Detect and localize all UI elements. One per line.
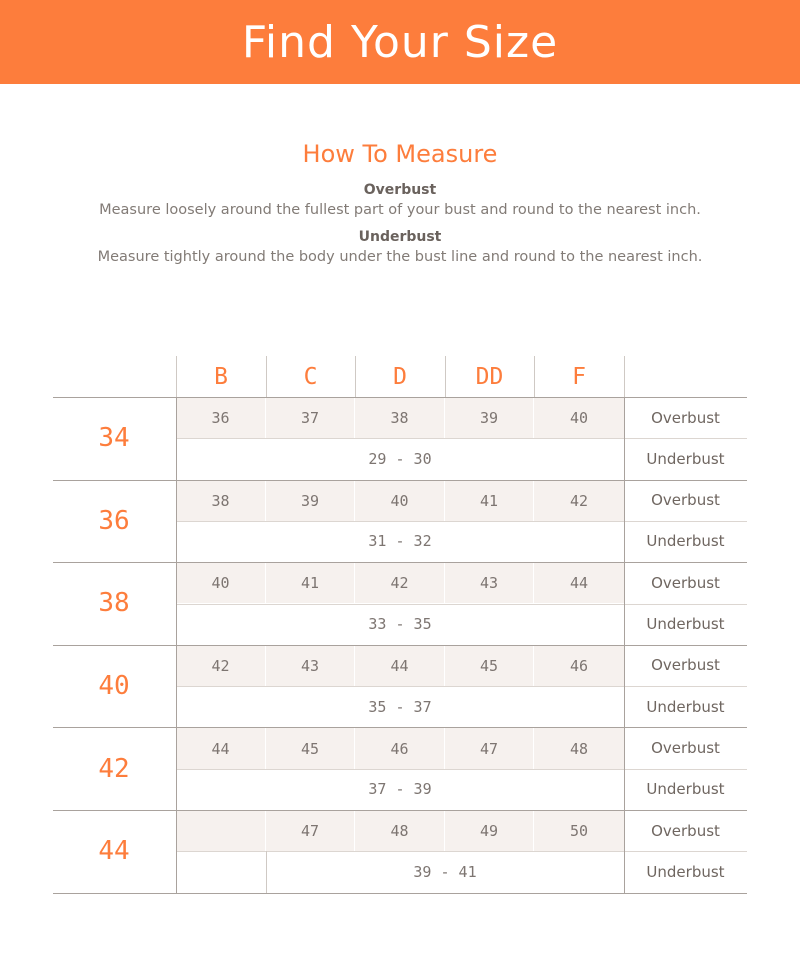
overbust-cell: 40 <box>355 481 445 521</box>
overbust-row-label: Overbust <box>651 491 720 510</box>
overbust-row-label: Overbust <box>651 573 720 592</box>
cup-header-c: C <box>303 364 318 390</box>
overbust-cell: 36 <box>176 398 266 438</box>
underbust-range: 31 - 32 <box>368 532 432 551</box>
overbust-cell: 48 <box>355 811 445 851</box>
overbust-cell: 38 <box>355 398 445 438</box>
how-to-measure-section <box>0 140 800 265</box>
row-divider <box>53 727 747 728</box>
overbust-cell: 44 <box>534 563 624 603</box>
band-size-label: 36 <box>98 505 130 536</box>
header-banner <box>0 0 800 84</box>
row-divider <box>53 480 747 481</box>
underbust-row-label: Underbust <box>646 862 725 881</box>
overbust-cell: 39 <box>266 481 355 521</box>
overbust-cell: 42 <box>176 646 266 686</box>
underbust-range: 37 - 39 <box>368 780 432 799</box>
overbust-cell: 48 <box>534 728 624 768</box>
overbust-cell: 50 <box>534 811 624 851</box>
overbust-cell: 47 <box>445 728 534 768</box>
sub-row-divider <box>176 769 747 770</box>
underbust-row-label: Underbust <box>646 780 725 799</box>
underbust-row-label: Underbust <box>646 697 725 716</box>
overbust-cell: 40 <box>534 398 624 438</box>
sub-row-divider <box>176 851 747 852</box>
overbust-cell: 42 <box>355 563 445 603</box>
overbust-cell: 43 <box>266 646 355 686</box>
cup-header-dd: DD <box>475 364 504 390</box>
underbust-range: 39 - 41 <box>413 862 477 881</box>
row-divider <box>53 397 747 398</box>
overbust-cell: 44 <box>355 646 445 686</box>
band-column-divider <box>176 397 177 893</box>
sub-row-divider <box>176 604 747 605</box>
overbust-cell: 40 <box>176 563 266 603</box>
underbust-range: 35 - 37 <box>368 697 432 716</box>
cup-header-f: F <box>572 364 586 390</box>
band-size-label: 40 <box>98 671 130 702</box>
header-divider <box>355 356 356 397</box>
sub-row-divider <box>176 521 747 522</box>
overbust-cell: 46 <box>355 728 445 768</box>
row-divider <box>53 645 747 646</box>
underbust-term: Underbust <box>358 229 442 245</box>
how-to-measure-heading: How To Measure <box>302 140 498 168</box>
overbust-cell: 44 <box>176 728 266 768</box>
sub-row-divider <box>176 438 747 439</box>
row-divider <box>53 562 747 563</box>
overbust-cell: 42 <box>534 481 624 521</box>
overbust-cell: 46 <box>534 646 624 686</box>
overbust-cell: 37 <box>266 398 355 438</box>
overbust-cell: 38 <box>176 481 266 521</box>
header-divider <box>445 356 446 397</box>
overbust-cell: 39 <box>445 398 534 438</box>
underbust-row-label: Underbust <box>646 449 725 468</box>
overbust-row-label: Overbust <box>651 656 720 675</box>
cup-header-d: D <box>393 364 407 390</box>
header-divider <box>266 356 267 397</box>
band-size-label: 44 <box>98 836 130 867</box>
underbust-row-label: Underbust <box>646 532 725 551</box>
overbust-term: Overbust <box>363 182 437 198</box>
overbust-cell: 41 <box>266 563 355 603</box>
underbust-range: 29 - 30 <box>368 449 432 468</box>
band-size-label: 34 <box>98 423 130 454</box>
underbust-row-label: Underbust <box>646 615 725 633</box>
underbust-range: 33 - 35 <box>368 615 432 633</box>
header-divider <box>176 356 177 397</box>
sub-row-divider <box>176 686 747 687</box>
header-divider <box>534 356 535 397</box>
underbust-description: Measure tightly around the body under the bust line and round to the nearest inch. <box>97 249 703 265</box>
overbust-cell: 43 <box>445 563 534 603</box>
overbust-cell: 41 <box>445 481 534 521</box>
cell-divider <box>266 851 267 892</box>
row-divider <box>53 810 747 811</box>
overbust-cell: 49 <box>445 811 534 851</box>
overbust-cell <box>176 811 266 851</box>
page-title: Find Your Size <box>241 16 559 68</box>
header-divider <box>624 356 625 397</box>
overbust-description: Measure loosely around the fullest part of your bust and round to the nearest inch. <box>99 202 701 218</box>
band-size-label: 38 <box>98 588 130 619</box>
overbust-cell: 45 <box>266 728 355 768</box>
table-bottom-border <box>53 893 747 894</box>
overbust-row-label: Overbust <box>651 821 720 840</box>
overbust-cell: 45 <box>445 646 534 686</box>
overbust-row-label: Overbust <box>651 408 720 427</box>
cup-header-b: B <box>214 364 228 390</box>
overbust-row-label: Overbust <box>651 738 720 757</box>
band-size-label: 42 <box>98 753 130 784</box>
overbust-cell: 47 <box>266 811 355 851</box>
label-column-divider <box>624 397 625 893</box>
